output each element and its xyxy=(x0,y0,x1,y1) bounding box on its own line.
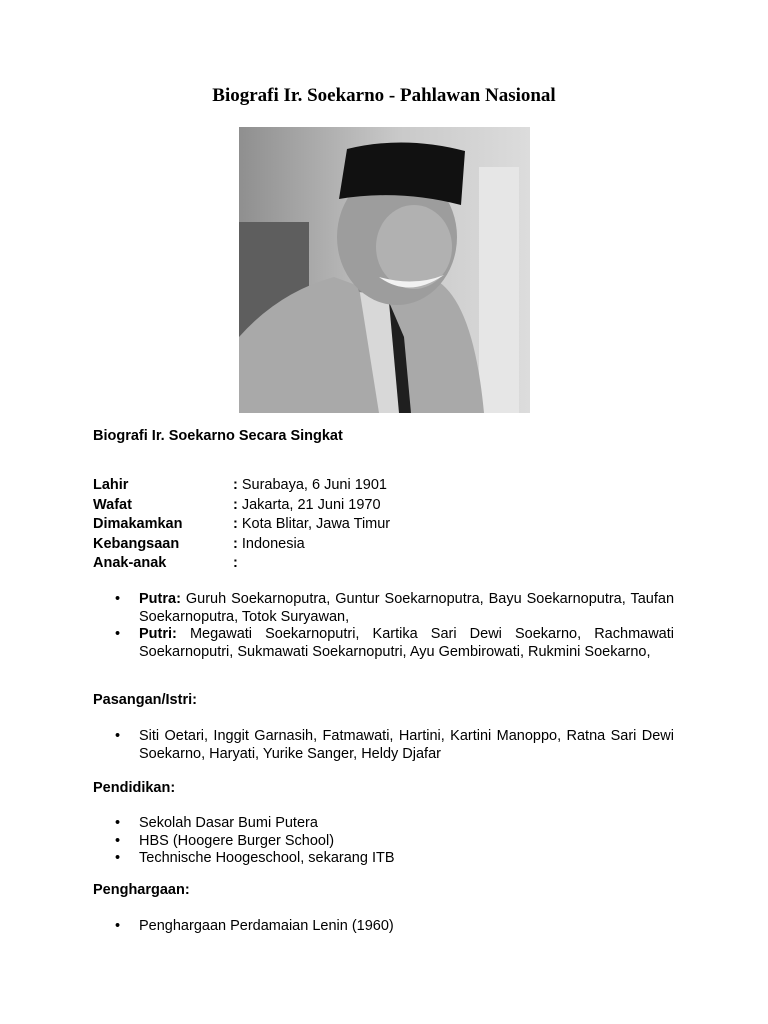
spouses-heading: Pasangan/Istri: xyxy=(93,692,197,708)
section-heading: Biografi Ir. Soekarno Secara Singkat xyxy=(93,428,343,444)
info-value: Kota Blitar, Jawa Timur xyxy=(241,516,391,532)
list-item: • Penghargaan Perdamaian Lenin (1960) xyxy=(93,918,674,936)
list-item-text: Guruh Soekarnoputra, Guntur Soekarnoputra, Bayu Soekarnoputra, Taufan Soekarnoputra, Totok Suryawan, xyxy=(139,591,675,625)
info-value: Surabaya, 6 Juni 1901 xyxy=(241,477,387,493)
list-item-label: Putra: xyxy=(139,591,181,607)
list-item: • Siti Oetari, Inggit Garnasih, Fatmawati, Hartini, Kartini Manoppo, Ratna Sari Dewi Soekarno, Haryati, Yurike Sanger, Heldy Djafar xyxy=(93,728,674,763)
info-label: Wafat xyxy=(93,496,132,513)
list-item-label: Putri: xyxy=(139,626,177,642)
list-item: • HBS (Hoogere Burger School) xyxy=(93,833,674,851)
awards-heading: Penghargaan: xyxy=(93,882,190,898)
info-label: Dimakamkan xyxy=(93,516,183,532)
list-item: • Technische Hoogeschool, sekarang ITB xyxy=(93,850,674,868)
info-value: Indonesia xyxy=(241,535,305,552)
portrait-photo xyxy=(239,127,530,413)
info-row: Dimakamkan : Kota Blitar, Jawa Timur xyxy=(93,515,693,535)
education-list xyxy=(93,815,674,868)
list-item-text: Megawati Soekarnoputri, Kartika Sari Dewi Soekarno, Rachmawati Soekarnoputri, Sukmawati Soekarnoputri, Ayu Gembirowati, Rukmini Soekarno, xyxy=(139,626,674,660)
awards-list xyxy=(93,918,674,936)
info-label: Kebangsaan xyxy=(93,535,180,552)
info-label: Lahir xyxy=(93,477,129,493)
info-label: Anak-anak xyxy=(93,555,167,571)
info-row: Anak-anak : xyxy=(93,554,693,574)
document-title: Biografi Ir. Soekarno - Pahlawan Nasional xyxy=(212,85,556,106)
spouses-list xyxy=(93,728,674,763)
list-item xyxy=(93,626,674,661)
info-row: Kebangsaan : Indonesia xyxy=(93,535,693,555)
info-value: Jakarta, 21 Juni 1970 xyxy=(241,496,381,513)
list-item: • Sekolah Dasar Bumi Putera xyxy=(93,815,674,833)
children-list xyxy=(93,591,674,661)
info-row: Lahir : Surabaya, 6 Juni 1901 xyxy=(93,476,693,496)
education-heading: Pendidikan: xyxy=(93,780,176,796)
list-item xyxy=(93,591,674,626)
info-row: Wafat : Jakarta, 21 Juni 1970 xyxy=(93,496,693,516)
biodata-table xyxy=(93,476,693,574)
